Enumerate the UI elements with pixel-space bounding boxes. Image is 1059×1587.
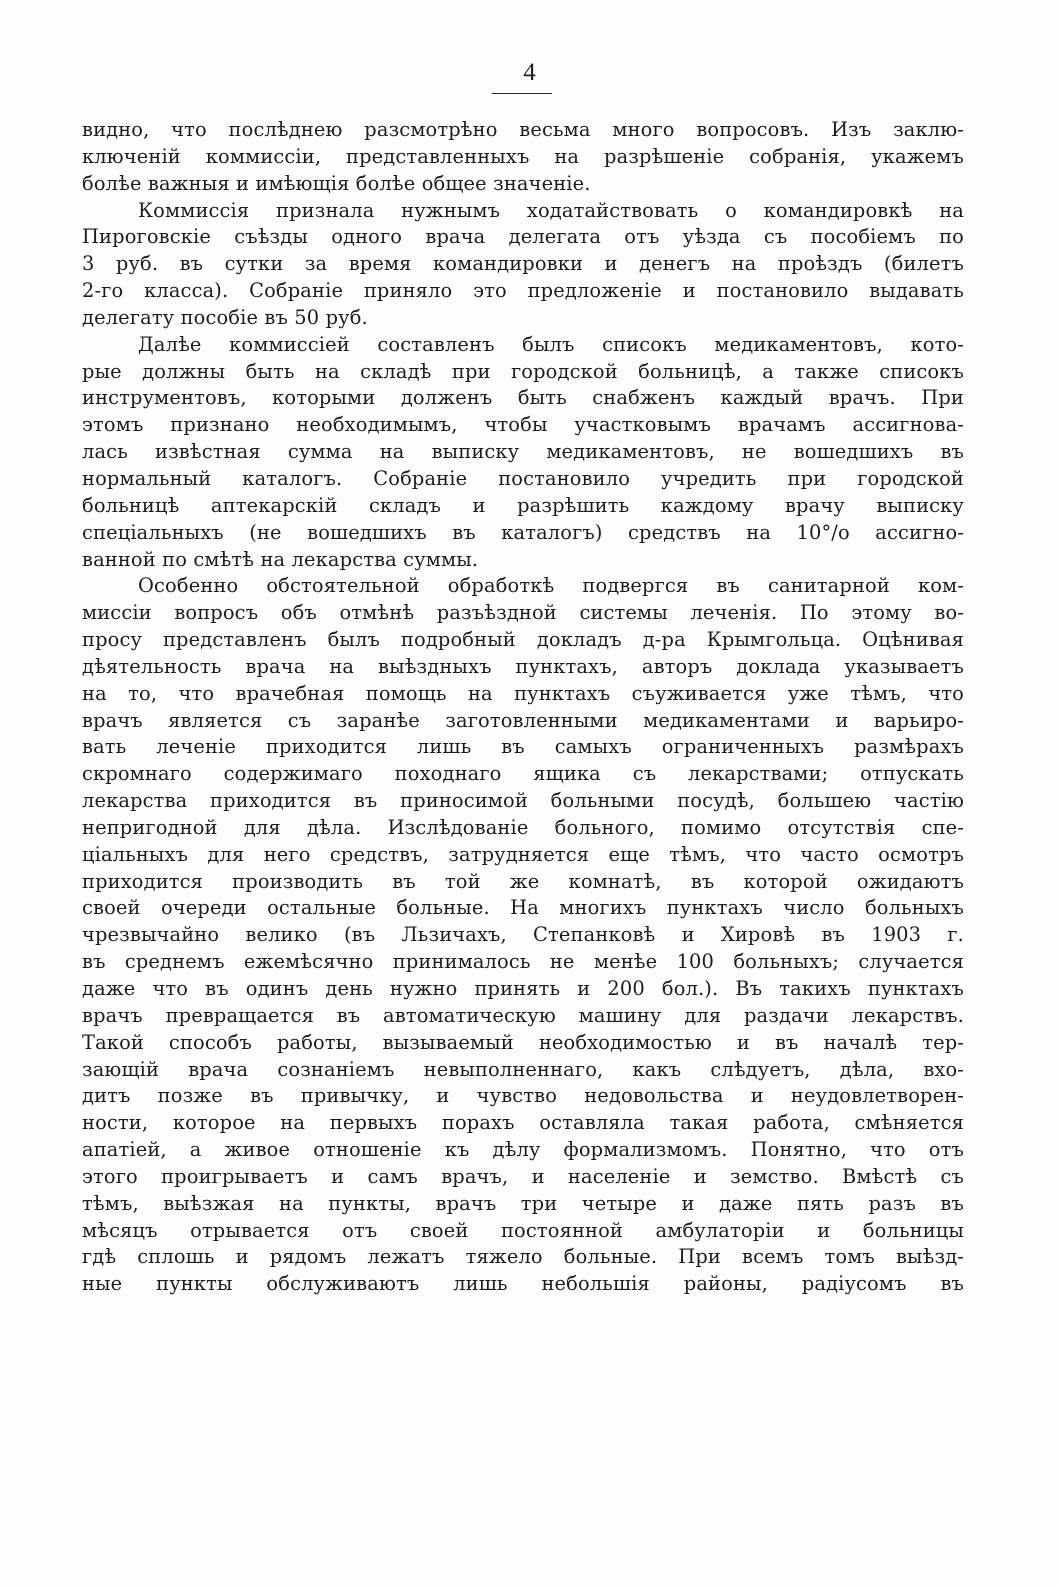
text-line: рые должны быть на складѣ при городской больницѣ, а также списокъ	[82, 359, 964, 383]
text-line: дѣятельность врача на выѣздныхъ пунктахъ, авторъ доклада указываетъ	[82, 654, 964, 678]
text-line: спецiальныхъ (не вошедшихъ въ каталогъ) средствъ на 10°/о ассигно-	[82, 520, 964, 544]
text-line: лась извѣстная сумма на выписку медикаментовъ, не вошедшихъ въ	[82, 440, 964, 464]
text-line: Далѣе коммиссiей составленъ былъ списокъ медикаментовъ, кото-	[138, 332, 964, 356]
text-line: видно, что послѣднею разсмотрѣно весьма много вопросовъ. Изъ заклю-	[82, 118, 964, 141]
text-line: скромнаго содержимаго походнаго ящика съ лекарствами; отпускать	[82, 762, 964, 786]
text-line: ности, которое на первыхъ порахъ оставляла такая работа, смѣняется	[82, 1111, 964, 1135]
text-line: лекарства приходится въ приносимой больными посудѣ, большею частiю	[82, 789, 964, 813]
text-line: инструментовъ, которыми долженъ быть снабженъ каждый врачъ. При	[82, 386, 964, 410]
text-line: тѣмъ, выѣзжая на пункты, врачъ три четыре и даже пять разъ въ	[82, 1191, 964, 1215]
text-line: дитъ позже въ привычку, и чувство недовольства и неудовлетворен-	[82, 1084, 964, 1108]
text-line: 3 руб. въ сутки за время командировки и денегъ на проѣздъ (билетъ	[82, 252, 964, 276]
text-line: этого проигрываетъ и самъ врачъ, и населенiе и земство. Вмѣстѣ съ	[82, 1164, 964, 1188]
text-line: Пироговскiе съѣзды одного врача делегата отъ уѣзда съ пособiемъ по	[82, 225, 964, 249]
text-line: приходится производить въ той же комнатѣ, въ которой ожидаютъ	[82, 869, 964, 893]
text-line: нормальный каталогъ. Собранiе постановило учредить при городской	[82, 466, 964, 490]
text-line: въ среднемъ ежемѣсячно принималось не менѣе 100 больныхъ; случается	[82, 950, 964, 974]
text-line: даже что въ одинъ день нужно принять и 200 бол.). Въ такихъ пунктахъ	[82, 977, 964, 1000]
page-number: 4	[523, 59, 536, 86]
text-line: просу представленъ былъ подробный докладъ д-ра Крымгольца. Оцѣнивая	[82, 628, 964, 652]
text-line: Такой способъ работы, вызываемый необходимостью и въ началѣ тер-	[82, 1030, 964, 1054]
text-line: Коммиссiя признала нужнымъ ходатайствовать о командировкѣ на	[138, 198, 964, 222]
text-line: этомъ признано необходимымъ, чтобы участковымъ врачамъ ассигнова-	[82, 413, 964, 437]
text-line: на то, что врачебная помощь на пунктахъ съуживается уже тѣмъ, что	[82, 681, 964, 705]
text-line: врачъ является съ заранѣе заготовленными медикаментами и варьиро-	[82, 708, 964, 732]
text-line: ключенiй коммиссiи, представленныхъ на разрѣшенiе собранiя, укажемъ	[82, 144, 964, 168]
text-line: врачъ превращается въ автоматическую машину для раздачи лекарствъ.	[82, 1003, 964, 1027]
text-line: ные пункты обслуживаютъ лишь небольшiя районы, радiусомъ въ	[82, 1272, 964, 1296]
body-text	[82, 117, 964, 1298]
text-line: делегату пособiе въ 50 руб.	[82, 305, 368, 329]
text-line: Особенно обстоятельной обработкѣ подвергся въ санитарной ком-	[138, 574, 964, 598]
text-line: гдѣ сплошь и рядомъ лежатъ тяжело больные. При всемъ томъ выѣзд-	[82, 1245, 964, 1269]
text-line: мѣсяцъ отрывается отъ своей постоянной амбулаторiи и больницы	[82, 1218, 964, 1242]
text-line: непригодной для дѣла. Изслѣдованiе больного, помимо отсутствiя спе-	[82, 815, 964, 839]
text-line: цiальныхъ для него средствъ, затрудняется еще тѣмъ, что часто осмотръ	[82, 842, 964, 866]
text-line: болѣе важныя и имѣющiя болѣе общее значенiе.	[82, 171, 591, 195]
page-number-rule	[492, 93, 552, 94]
text-line: больницѣ аптекарскiй складъ и разрѣшить каждому врачу выписку	[82, 493, 964, 517]
text-line: миссiи вопросъ объ отмѣнѣ разъѣздной системы леченiя. По этому во-	[82, 601, 964, 625]
text-line: зающiй врача сознанiемъ невыполненнаго, какъ слѣдуетъ, дѣла, вхо-	[82, 1057, 964, 1081]
text-line: 2-го класса). Собранiе приняло это предложенiе и постановило выдавать	[82, 279, 964, 303]
text-line: апатiей, а живое отношенiе къ дѣлу формализмомъ. Понятно, что отъ	[82, 1138, 964, 1162]
text-line: вать леченiе приходится лишь въ самыхъ ограниченныхъ размѣрахъ	[82, 735, 964, 759]
text-line: ванной по смѣтѣ на лекарства суммы.	[82, 547, 479, 571]
text-line: чрезвычайно велико (въ Льзичахъ, Степанковѣ и Хировѣ въ 1903 г.	[82, 923, 964, 947]
text-line: своей очереди остальные больные. На многихъ пунктахъ число больныхъ	[82, 896, 964, 920]
